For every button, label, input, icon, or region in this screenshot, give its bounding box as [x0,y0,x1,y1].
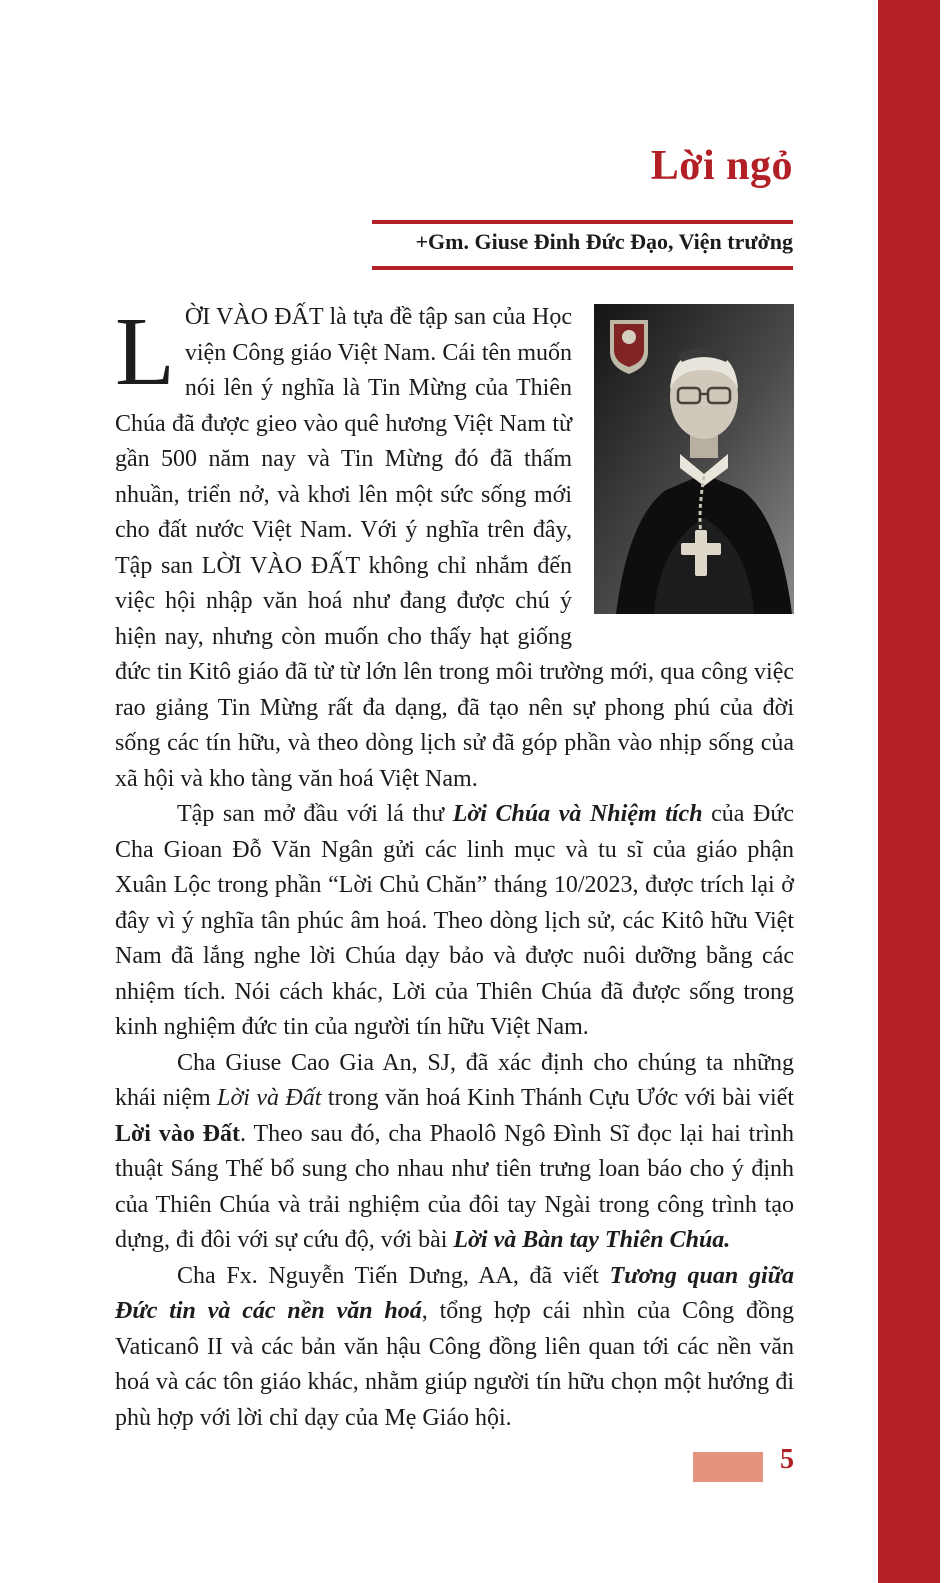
paragraph: Tập san mở đầu với lá thư Lời Chúa và Nhiệm tích của Đức Cha Gioan Đỗ Văn Ngân gửi các linh mục và tu sĩ của giáo phận Xuân Lộc trong phần “Lời Chủ Chăn” tháng 10/2023, được trích lại ở đây vì ý nghĩa tân phúc âm hoá. Theo dòng lịch sử, các Kitô hữu Việt Nam đã lắng nghe lời Chúa dạy bảo và được nuôi dưỡng bằng các nhiệm tích. Nói cách khác, Lời của Thiên Chúa đã được sống trong kinh nghiệm đức tin của người tín hữu Việt Nam. [115,801,795,1040]
page-title: Lời ngỏ [650,143,793,189]
header [115,142,793,190]
bishop-portrait-illustration [594,304,794,614]
paragraph: Cha Fx. Nguyễn Tiến Dưng, AA, đã viết Tương quan giữa Đức tin và các nền văn hoá, tổng hợp cái nhìn của Công đồng Vaticanô II và các bản văn hậu Công đồng liên quan tới các nền văn hoá và các tôn giáo khác, nhằm giúp người tín hữu chọn một hướng đi phù hợp với lời chỉ dạy của Mẹ Giáo hội. [115,1262,795,1431]
right-red-band [878,0,940,1583]
top-rule [372,220,793,224]
article-body [115,300,794,1436]
paragraph: Cha Giuse Cao Gia An, SJ, đã xác định cho chúng ta những khái niệm Lời và Đất trong văn hoá Kinh Thánh Cựu Ước với bài viết Lời vào Đất. Theo sau đó, cha Phaolô Ngô Đình Sĩ đọc lại hai trình thuật Sáng Thế bổ sung cho nhau như tiên trưng loan báo cho ý định của Thiên Chúa và trải nghiệm của đôi tay Ngài trong công trình tạo dựng, đi đôi với sự cứu độ, với bài Lời và Bàn tay Thiên Chúa. [115,1049,795,1253]
footer-accent-block [693,1452,763,1482]
drop-cap: L [115,298,175,406]
page-number: 5 [780,1444,794,1475]
coat-of-arms [610,320,648,374]
bottom-rule [372,266,793,270]
paragraph: LỜI VÀO ĐẤT là tựa đề tập san của Học viện Công giáo Việt Nam. Cái tên muốn nói lên ý nghĩa là Tin Mừng của Thiên Chúa đã được gieo vào quê hương Việt Nam từ gần 500 năm nay và Tin Mừng đó đã thấm nhuần, triển nở, và khơi lên một sức sống mới cho đất nước Việt Nam. Với ý nghĩa trên đây, Tập san LỜI VÀO ĐẤT không chỉ nhắm đến việc hội nhập văn hoá như đang được chú ý hiện nay, nhưng còn muốn cho thấy hạt giống đức tin Kitô giáo đã từ từ lớn lên trong môi trường mới, qua công việc rao giảng Tin Mừng rất đa dạng, đã tạo nên sự phong phú của đời sống các tín hữu, và theo dòng lịch sử đã góp phần vào nhịp sống của xã hội và kho tàng văn hoá Việt Nam. [115,298,794,792]
bishop-portrait-photo [594,304,794,614]
byline: +Gm. Giuse Đinh Đức Đạo, Viện trưởng [415,229,793,254]
